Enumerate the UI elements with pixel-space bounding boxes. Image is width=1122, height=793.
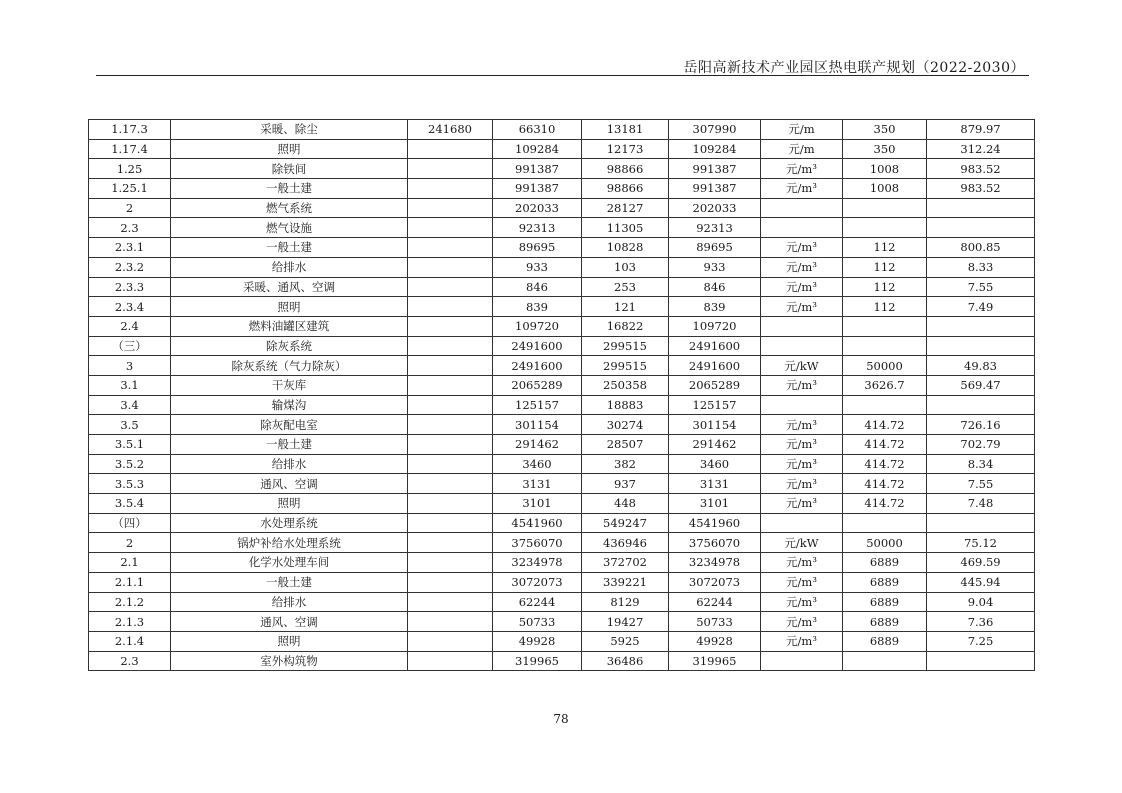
cell-quantity: 3626.7 <box>843 375 927 395</box>
table-row <box>89 631 1035 651</box>
cell-item-no: 3.5.4 <box>89 494 171 514</box>
table-row <box>89 651 1035 671</box>
cell-total-cost: 3756070 <box>669 533 761 553</box>
cell-unit: 元/kW <box>761 533 843 553</box>
cell-construction-cost: 2491600 <box>493 336 582 356</box>
cell-install-cost: 382 <box>582 454 669 474</box>
cell-equipment-cost <box>408 159 493 179</box>
cell-item-no: 2 <box>89 533 171 553</box>
cell-unit-price: 800.85 <box>927 238 1035 258</box>
cell-equipment-cost <box>408 257 493 277</box>
cell-construction-cost: 4541960 <box>493 513 582 533</box>
cell-equipment-cost <box>408 553 493 573</box>
cell-total-cost: 3131 <box>669 474 761 494</box>
cell-item-no: 1.25 <box>89 159 171 179</box>
cell-install-cost: 28127 <box>582 198 669 218</box>
cell-unit: 元/m³ <box>761 375 843 395</box>
cell-item-no: 3.5.3 <box>89 474 171 494</box>
cell-quantity: 350 <box>843 120 927 140</box>
cell-construction-cost: 991387 <box>493 179 582 199</box>
cell-item-name: 锅炉补给水处理系统 <box>171 533 408 553</box>
cell-construction-cost: 846 <box>493 277 582 297</box>
cell-item-name: 照明 <box>171 631 408 651</box>
cell-unit-price: 7.49 <box>927 297 1035 317</box>
cell-unit: 元/m³ <box>761 297 843 317</box>
cell-unit: 元/m³ <box>761 553 843 573</box>
cell-total-cost: 2491600 <box>669 336 761 356</box>
cell-total-cost: 109284 <box>669 139 761 159</box>
cell-quantity: 414.72 <box>843 494 927 514</box>
cell-unit: 元/m³ <box>761 474 843 494</box>
cell-install-cost: 372702 <box>582 553 669 573</box>
table-row <box>89 218 1035 238</box>
table-row <box>89 474 1035 494</box>
cell-unit: 元/m³ <box>761 277 843 297</box>
cell-quantity: 1008 <box>843 159 927 179</box>
cell-total-cost: 991387 <box>669 179 761 199</box>
cell-item-no: 3.1 <box>89 375 171 395</box>
cell-unit-price: 569.47 <box>927 375 1035 395</box>
cell-equipment-cost <box>408 297 493 317</box>
cell-construction-cost: 3460 <box>493 454 582 474</box>
cell-unit: 元/m³ <box>761 494 843 514</box>
cell-quantity: 414.72 <box>843 474 927 494</box>
cell-unit: 元/m³ <box>761 415 843 435</box>
cell-total-cost: 2491600 <box>669 356 761 376</box>
cell-quantity: 414.72 <box>843 454 927 474</box>
cell-unit-price: 445.94 <box>927 572 1035 592</box>
cell-unit: 元/m³ <box>761 631 843 651</box>
cell-unit <box>761 316 843 336</box>
cell-quantity: 414.72 <box>843 435 927 455</box>
cell-total-cost: 291462 <box>669 435 761 455</box>
cell-item-no: 2.4 <box>89 316 171 336</box>
table-row <box>89 336 1035 356</box>
table-row <box>89 257 1035 277</box>
cell-total-cost: 3234978 <box>669 553 761 573</box>
cell-quantity <box>843 198 927 218</box>
cell-total-cost: 202033 <box>669 198 761 218</box>
cell-quantity <box>843 336 927 356</box>
cell-total-cost: 50733 <box>669 612 761 632</box>
cell-unit-price <box>927 336 1035 356</box>
cell-equipment-cost <box>408 198 493 218</box>
cell-unit-price: 8.34 <box>927 454 1035 474</box>
cell-construction-cost: 301154 <box>493 415 582 435</box>
cell-item-name: 燃料油罐区建筑 <box>171 316 408 336</box>
cell-item-name: 水处理系统 <box>171 513 408 533</box>
cell-equipment-cost <box>408 179 493 199</box>
cell-equipment-cost <box>408 238 493 258</box>
cell-item-no: 3.4 <box>89 395 171 415</box>
cell-construction-cost: 3756070 <box>493 533 582 553</box>
cell-item-no: （三） <box>89 336 171 356</box>
cell-install-cost: 937 <box>582 474 669 494</box>
cell-construction-cost: 49928 <box>493 631 582 651</box>
cell-item-no: 2.3.2 <box>89 257 171 277</box>
cell-unit: 元/m³ <box>761 435 843 455</box>
cell-unit: 元/m³ <box>761 257 843 277</box>
cell-unit: 元/m³ <box>761 159 843 179</box>
cell-quantity: 6889 <box>843 572 927 592</box>
cell-unit-price <box>927 316 1035 336</box>
cell-equipment-cost <box>408 631 493 651</box>
cell-quantity: 112 <box>843 238 927 258</box>
cell-equipment-cost <box>408 474 493 494</box>
cell-item-name: 化学水处理车间 <box>171 553 408 573</box>
cell-unit-price <box>927 198 1035 218</box>
cell-quantity <box>843 513 927 533</box>
cell-quantity <box>843 395 927 415</box>
cell-unit: 元/m³ <box>761 454 843 474</box>
cell-construction-cost: 202033 <box>493 198 582 218</box>
page-number: 78 <box>553 712 569 726</box>
cell-equipment-cost <box>408 356 493 376</box>
cell-construction-cost: 3131 <box>493 474 582 494</box>
cell-quantity <box>843 316 927 336</box>
cell-unit-price: 7.48 <box>927 494 1035 514</box>
cell-unit <box>761 218 843 238</box>
table-row <box>89 592 1035 612</box>
cell-equipment-cost <box>408 218 493 238</box>
cell-install-cost: 11305 <box>582 218 669 238</box>
cell-item-name: 通风、空调 <box>171 474 408 494</box>
cell-equipment-cost <box>408 494 493 514</box>
cell-equipment-cost <box>408 592 493 612</box>
cell-item-no: 2.1.3 <box>89 612 171 632</box>
cell-install-cost: 339221 <box>582 572 669 592</box>
cell-item-name: 一般土建 <box>171 435 408 455</box>
table-row <box>89 120 1035 140</box>
cell-install-cost: 436946 <box>582 533 669 553</box>
cell-unit-price: 7.55 <box>927 277 1035 297</box>
cell-equipment-cost <box>408 395 493 415</box>
cell-install-cost: 13181 <box>582 120 669 140</box>
cell-quantity <box>843 651 927 671</box>
cost-estimate-table <box>88 119 1035 671</box>
table-row <box>89 139 1035 159</box>
cell-install-cost: 16822 <box>582 316 669 336</box>
cell-install-cost: 98866 <box>582 179 669 199</box>
cell-quantity: 350 <box>843 139 927 159</box>
cell-unit: 元/m³ <box>761 572 843 592</box>
table-row <box>89 513 1035 533</box>
cell-equipment-cost <box>408 612 493 632</box>
cell-construction-cost: 89695 <box>493 238 582 258</box>
cell-unit-price: 469.59 <box>927 553 1035 573</box>
cell-item-name: 照明 <box>171 139 408 159</box>
cell-equipment-cost <box>408 513 493 533</box>
cell-quantity: 50000 <box>843 356 927 376</box>
table-body <box>89 120 1035 671</box>
cell-total-cost: 62244 <box>669 592 761 612</box>
cell-quantity: 1008 <box>843 179 927 199</box>
cell-install-cost: 36486 <box>582 651 669 671</box>
cell-construction-cost: 62244 <box>493 592 582 612</box>
cell-quantity: 6889 <box>843 612 927 632</box>
cell-equipment-cost <box>408 415 493 435</box>
cell-total-cost: 839 <box>669 297 761 317</box>
cell-quantity: 112 <box>843 297 927 317</box>
cell-equipment-cost <box>408 139 493 159</box>
cell-quantity: 6889 <box>843 631 927 651</box>
cell-construction-cost: 109284 <box>493 139 582 159</box>
cell-construction-cost: 839 <box>493 297 582 317</box>
cell-total-cost: 301154 <box>669 415 761 435</box>
cell-install-cost: 299515 <box>582 336 669 356</box>
cell-install-cost: 98866 <box>582 159 669 179</box>
cell-equipment-cost <box>408 572 493 592</box>
cell-unit-price: 702.79 <box>927 435 1035 455</box>
table-row <box>89 415 1035 435</box>
cell-unit-price: 726.16 <box>927 415 1035 435</box>
cell-unit-price <box>927 218 1035 238</box>
cell-construction-cost: 933 <box>493 257 582 277</box>
cell-equipment-cost <box>408 277 493 297</box>
cell-install-cost: 19427 <box>582 612 669 632</box>
cell-item-no: 2.1 <box>89 553 171 573</box>
cell-install-cost: 250358 <box>582 375 669 395</box>
table-row <box>89 277 1035 297</box>
cell-total-cost: 319965 <box>669 651 761 671</box>
cell-unit <box>761 395 843 415</box>
table-row <box>89 179 1035 199</box>
cell-item-no: 3.5.1 <box>89 435 171 455</box>
cell-quantity: 112 <box>843 277 927 297</box>
cell-item-name: 给排水 <box>171 454 408 474</box>
cell-item-no: 3 <box>89 356 171 376</box>
cell-item-no: 2.3 <box>89 651 171 671</box>
cell-total-cost: 49928 <box>669 631 761 651</box>
table-row <box>89 395 1035 415</box>
cell-item-name: 室外构筑物 <box>171 651 408 671</box>
cell-equipment-cost <box>408 651 493 671</box>
cell-install-cost: 28507 <box>582 435 669 455</box>
cell-unit: 元/m <box>761 139 843 159</box>
cell-item-name: 燃气系统 <box>171 198 408 218</box>
cell-unit: 元/m³ <box>761 238 843 258</box>
cell-item-name: 除灰系统（气力除灰） <box>171 356 408 376</box>
cell-construction-cost: 66310 <box>493 120 582 140</box>
cell-item-no: 2.3.3 <box>89 277 171 297</box>
cell-construction-cost: 109720 <box>493 316 582 336</box>
cell-construction-cost: 991387 <box>493 159 582 179</box>
cell-unit: 元/kW <box>761 356 843 376</box>
cell-item-no: 3.5.2 <box>89 454 171 474</box>
cell-install-cost: 549247 <box>582 513 669 533</box>
cell-construction-cost: 319965 <box>493 651 582 671</box>
cell-total-cost: 3101 <box>669 494 761 514</box>
table-row <box>89 375 1035 395</box>
cell-install-cost: 30274 <box>582 415 669 435</box>
cell-equipment-cost <box>408 454 493 474</box>
cell-install-cost: 448 <box>582 494 669 514</box>
cell-item-name: 一般土建 <box>171 179 408 199</box>
cell-construction-cost: 125157 <box>493 395 582 415</box>
table-row <box>89 297 1035 317</box>
cell-total-cost: 3460 <box>669 454 761 474</box>
table-row <box>89 356 1035 376</box>
cell-item-name: 除灰系统 <box>171 336 408 356</box>
cell-item-name: 一般土建 <box>171 238 408 258</box>
cell-item-name: 干灰库 <box>171 375 408 395</box>
cell-equipment-cost: 241680 <box>408 120 493 140</box>
table-row <box>89 198 1035 218</box>
cell-unit-price <box>927 651 1035 671</box>
table-row <box>89 238 1035 258</box>
cell-construction-cost: 92313 <box>493 218 582 238</box>
cell-item-no: 3.5 <box>89 415 171 435</box>
cell-total-cost: 3072073 <box>669 572 761 592</box>
cell-construction-cost: 291462 <box>493 435 582 455</box>
cell-unit-price: 75.12 <box>927 533 1035 553</box>
table-row <box>89 454 1035 474</box>
cell-quantity: 6889 <box>843 553 927 573</box>
table-row <box>89 553 1035 573</box>
cell-item-name: 一般土建 <box>171 572 408 592</box>
cell-unit-price: 983.52 <box>927 179 1035 199</box>
cell-item-no: 2.1.4 <box>89 631 171 651</box>
cell-unit-price: 7.55 <box>927 474 1035 494</box>
cell-item-no: 2.1.2 <box>89 592 171 612</box>
cell-equipment-cost <box>408 375 493 395</box>
cell-install-cost: 103 <box>582 257 669 277</box>
cell-item-name: 除灰配电室 <box>171 415 408 435</box>
cell-item-no: （四） <box>89 513 171 533</box>
cell-unit-price: 49.83 <box>927 356 1035 376</box>
cell-total-cost: 2065289 <box>669 375 761 395</box>
cell-install-cost: 8129 <box>582 592 669 612</box>
cell-install-cost: 5925 <box>582 631 669 651</box>
cell-unit <box>761 651 843 671</box>
cell-unit-price: 312.24 <box>927 139 1035 159</box>
cell-item-no: 2.3.1 <box>89 238 171 258</box>
cell-install-cost: 12173 <box>582 139 669 159</box>
cell-quantity: 112 <box>843 257 927 277</box>
cell-quantity: 414.72 <box>843 415 927 435</box>
cell-item-name: 照明 <box>171 494 408 514</box>
table-row <box>89 572 1035 592</box>
cell-equipment-cost <box>408 316 493 336</box>
cell-item-no: 2.1.1 <box>89 572 171 592</box>
cell-unit-price: 983.52 <box>927 159 1035 179</box>
cell-install-cost: 121 <box>582 297 669 317</box>
table-row <box>89 612 1035 632</box>
cell-total-cost: 125157 <box>669 395 761 415</box>
cell-equipment-cost <box>408 533 493 553</box>
cell-item-name: 通风、空调 <box>171 612 408 632</box>
cell-construction-cost: 3234978 <box>493 553 582 573</box>
cell-total-cost: 933 <box>669 257 761 277</box>
cell-item-name: 照明 <box>171 297 408 317</box>
cell-item-no: 1.25.1 <box>89 179 171 199</box>
cell-unit-price: 9.04 <box>927 592 1035 612</box>
table-row <box>89 533 1035 553</box>
cell-total-cost: 307990 <box>669 120 761 140</box>
cell-install-cost: 10828 <box>582 238 669 258</box>
cell-construction-cost: 2491600 <box>493 356 582 376</box>
cell-total-cost: 89695 <box>669 238 761 258</box>
cell-unit: 元/m³ <box>761 612 843 632</box>
cell-item-no: 2 <box>89 198 171 218</box>
cell-total-cost: 4541960 <box>669 513 761 533</box>
table-row <box>89 494 1035 514</box>
cell-construction-cost: 50733 <box>493 612 582 632</box>
cell-unit <box>761 198 843 218</box>
cell-construction-cost: 2065289 <box>493 375 582 395</box>
cell-unit-price: 7.25 <box>927 631 1035 651</box>
cell-unit: 元/m³ <box>761 592 843 612</box>
table-row <box>89 159 1035 179</box>
cell-total-cost: 846 <box>669 277 761 297</box>
cell-construction-cost: 3072073 <box>493 572 582 592</box>
cell-item-no: 2.3.4 <box>89 297 171 317</box>
cell-install-cost: 18883 <box>582 395 669 415</box>
cell-quantity: 50000 <box>843 533 927 553</box>
cell-item-name: 给排水 <box>171 592 408 612</box>
cell-unit: 元/m <box>761 120 843 140</box>
cell-unit <box>761 513 843 533</box>
table-row <box>89 435 1035 455</box>
cell-item-name: 采暖、除尘 <box>171 120 408 140</box>
cell-item-no: 2.3 <box>89 218 171 238</box>
cell-equipment-cost <box>408 336 493 356</box>
cell-install-cost: 253 <box>582 277 669 297</box>
cell-item-name: 输煤沟 <box>171 395 408 415</box>
cell-item-no: 1.17.4 <box>89 139 171 159</box>
document-header-title: 岳阳高新技术产业园区热电联产规划（2022-2030） <box>683 60 1025 76</box>
cell-total-cost: 92313 <box>669 218 761 238</box>
cell-unit-price: 8.33 <box>927 257 1035 277</box>
cell-quantity <box>843 218 927 238</box>
cell-unit-price <box>927 395 1035 415</box>
cell-unit-price: 7.36 <box>927 612 1035 632</box>
cell-item-no: 1.17.3 <box>89 120 171 140</box>
cell-item-name: 燃气设施 <box>171 218 408 238</box>
cell-unit-price <box>927 513 1035 533</box>
cell-total-cost: 109720 <box>669 316 761 336</box>
cell-unit: 元/m³ <box>761 179 843 199</box>
cell-quantity: 6889 <box>843 592 927 612</box>
cell-item-name: 采暖、通风、空调 <box>171 277 408 297</box>
cell-item-name: 给排水 <box>171 257 408 277</box>
cell-item-name: 除铁间 <box>171 159 408 179</box>
header-divider <box>96 75 1029 76</box>
cell-install-cost: 299515 <box>582 356 669 376</box>
cell-total-cost: 991387 <box>669 159 761 179</box>
cell-equipment-cost <box>408 435 493 455</box>
cell-unit <box>761 336 843 356</box>
cell-unit-price: 879.97 <box>927 120 1035 140</box>
table-row <box>89 316 1035 336</box>
cell-construction-cost: 3101 <box>493 494 582 514</box>
